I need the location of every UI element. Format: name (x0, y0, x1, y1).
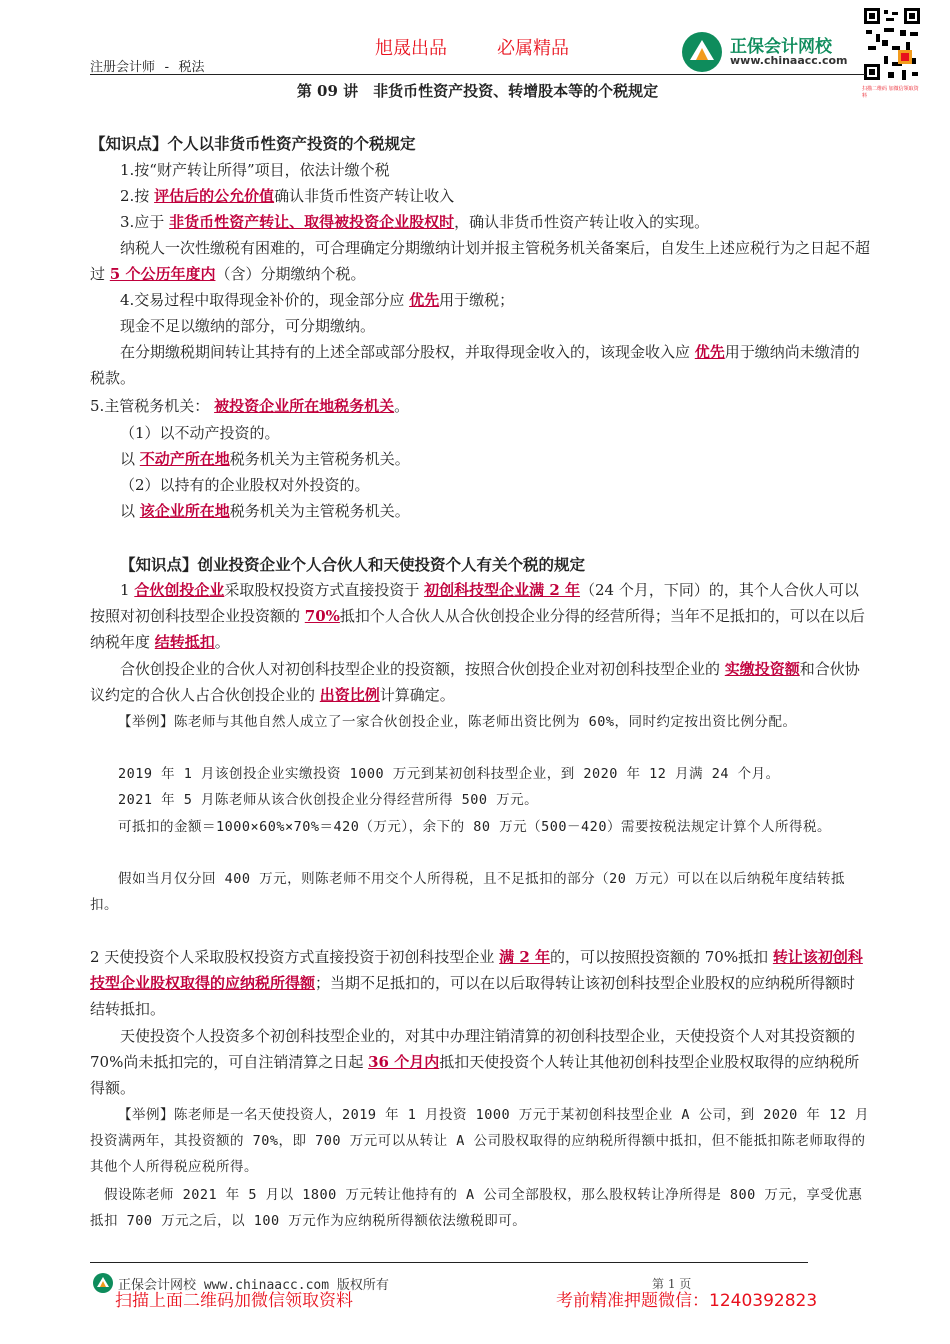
s2-para2 (90, 656, 870, 708)
page-title: 第 09 讲 非货币性资产投资、转增股本等的个税规定 (296, 82, 659, 100)
example1-line2: 2019 年 1 月该创投企业实缴投资 1000 万元到某初创科技型企业，到 2020 年 12 月满 24 个月。 (118, 766, 780, 782)
s1-line12-hl: 该企业所在地 (139, 502, 230, 520)
s2-p4-a: 天使投资个人投资多个初创科技型企业的，对其中办理注销清算的初创科技型企业，天使投资个人对其投资额的 70%尚未抵扣完的，可自注销清算之日起 (90, 1027, 856, 1071)
s1-line4-c: （含）分期缴纳个税。 (215, 265, 366, 283)
s1-line7-hl: 优先 (694, 343, 725, 361)
s2-p1-hl2: 初创科技型企业满 2 年 (424, 581, 580, 599)
s2-p1-g: 抵扣个人合伙人从合伙创投企业分得的经营所得；当年不足抵扣的，可以在以后纳税年度 (90, 607, 865, 651)
s1-line8-c: 。 (394, 397, 410, 415)
s1-line3-c: ，确认非货币性资产转让收入的实现。 (454, 213, 710, 231)
s2-p4-c: 抵扣天使投资个人转让其他初创科技型企业股权取得的应纳税所得额。 (90, 1053, 860, 1097)
s1-line4-hl: 5 个公历年度内 (109, 265, 216, 283)
s1-line9: （1）以不动产投资的。 (120, 424, 280, 442)
s2-p3-a: 2 天使投资个人采取股权投资方式直接投资于初创科技型企业 (90, 948, 500, 966)
s2-p1-c: 采取股权投资方式直接投资于 (224, 581, 425, 599)
s2-p3-c: 的，可以按照投资额的 70%抵扣 (549, 948, 773, 966)
s1-line10-hl: 不动产所在地 (139, 450, 230, 468)
s1-line2-hl: 评估后的公允价值 (154, 187, 275, 205)
s2-p4-hl: 36 个月内 (368, 1053, 440, 1071)
s2-p1-hl3: 70% (304, 607, 340, 625)
s1-line5-hl: 优先 (409, 291, 440, 309)
s2-p2-a: 合伙创投企业的合伙人对初创科技型企业的投资额，按照合伙创投企业对初创科技型企业的 (120, 660, 725, 678)
s1-line7-c: 用于缴纳尚未缴清的税款。 (90, 343, 860, 387)
section2-heading: 【知识点】创业投资企业个人合伙人和天使投资个人有关个税的规定 (120, 555, 586, 574)
section1-heading: 【知识点】个人以非货币性资产投资的个税规定 (90, 134, 416, 153)
s1-line1: 1.按“财产转让所得”项目，依法计缴个税 (120, 161, 390, 179)
s1-line4-a: 纳税人一次性缴税有困难的，可合理确定分期缴纳计划并报主管税务机关备案后，自发生上述应税行为之日起不超过 (90, 239, 871, 283)
s1-line10-c: 税务机关为主管税务机关。 (229, 450, 410, 468)
footer-page-number: 第 1 页 (652, 1277, 692, 1291)
s2-p2-hl2: 出资比例 (319, 686, 380, 704)
s2-p3-hl2: 转让该初创科技型企业股权取得的应纳税所得额 (90, 948, 863, 992)
example2-followup: 假设陈老师 2021 年 5 月以 1800 万元转让他持有的 A 公司全部股权，那么股权转让净所得是 800 万元，享受优惠抵扣 700 万元之后，以 100 万元作为应纳税所得额依法缴税即可。 (90, 1187, 863, 1229)
footer-logo-icon (92, 1272, 114, 1294)
logo (680, 30, 860, 74)
qr-code-icon (862, 6, 922, 82)
s1-line10-a: 以 (120, 450, 140, 468)
s1-line3 (120, 209, 900, 235)
s2-p3-hl1: 满 2 年 (499, 948, 550, 966)
s2-p1-hl1: 合伙创投企业 (134, 581, 225, 599)
s1-line5-a: 4.交易过程中取得现金补价的，现金部分应 (120, 291, 410, 309)
s1-line2-a: 2.按 (120, 187, 155, 205)
s1-line4 (90, 235, 870, 287)
s2-p1-i: 。 (214, 633, 230, 651)
s2-p2-e: 计算确定。 (379, 686, 455, 704)
example1-calc: 可抵扣的金额＝1000×60%×70%＝420（万元），余下的 80 万元（500－420）需要按税法规定计算个人所得税。 (118, 819, 831, 835)
s2-para4 (90, 1023, 870, 1101)
s2-p1-hl4: 结转抵扣 (154, 633, 215, 651)
example1-intro: 【举例】陈老师与其他自然人成立了一家合伙创投企业，陈老师出资比例为 60%，同时约定按出资比例分配。 (118, 714, 797, 730)
footer-promo-right: 考前精准押题微信：1240392823 (556, 1291, 818, 1311)
s2-p2-c: 和合伙协议约定的合伙人占合伙创投企业的 (90, 660, 860, 704)
s1-line3-a: 3.应于 (120, 213, 170, 231)
logo-mark-icon (680, 30, 724, 74)
example2-intro: 【举例】陈老师是一名天使投资人，2019 年 1 月投资 1000 万元于某初创科技型企业 A 公司，到 2020 年 12 月投资满两年，其投资额的 70%，即 700 万元可以从转让 A 公司股权取得的应纳税所得额中抵扣，但不能抵扣陈老师取得的其他个人所得税应税所得。 (90, 1107, 869, 1175)
s1-line7 (90, 339, 870, 391)
s2-p2-hl1: 实缴投资额 (724, 660, 800, 678)
s1-line2-c: 确认非货币性资产转让收入 (274, 187, 455, 205)
s1-line7-a: 在分期缴税期间转让其持有的上述全部或部分股权，并取得现金收入的，该现金收入应 (120, 343, 695, 361)
header-divider (90, 74, 865, 75)
header-slogan-right: 必属精品 (497, 38, 569, 59)
logo-name: 正保会计网校 (730, 37, 832, 57)
s1-line12-a: 以 (120, 502, 140, 520)
s1-line12-c: 税务机关为主管税务机关。 (229, 502, 410, 520)
s1-line10 (120, 446, 900, 472)
s1-line12 (120, 498, 900, 524)
header-slogan-left: 旭晟出品 (375, 38, 447, 59)
course-name: 注册会计师 - 税法 (90, 60, 205, 75)
s1-line8 (90, 393, 870, 419)
s2-p1-e: （24 个月，下同）的，其个人合伙人可以按照对初创科技型企业投资额的 (90, 581, 859, 625)
s2-p1-a: 1 (120, 581, 135, 599)
footer-copyright: 正保会计网校 www.chinaacc.com 版权所有 (118, 1278, 389, 1293)
s1-line8-a: 5.主管税务机关： (90, 397, 215, 415)
example1-line3: 2021 年 5 月陈老师从该合伙创投企业分得经营所得 500 万元。 (118, 792, 539, 808)
footer-promo-left: 扫描上面二维码加微信领取资料 (115, 1291, 353, 1311)
s2-para3 (90, 944, 870, 1022)
s1-line6: 现金不足以缴纳的部分，可分期缴纳。 (120, 317, 376, 335)
qr-code[interactable] (862, 6, 922, 99)
logo-url: www.chinaacc.com (730, 54, 848, 67)
s1-line11: （2）以持有的企业股权对外投资的。 (120, 476, 370, 494)
s1-line8-hl: 被投资企业所在地税务机关 (214, 397, 395, 415)
s1-line5 (120, 287, 900, 313)
qr-note: 扫描二维码 加微信领取资料 (862, 86, 919, 99)
s1-line3-hl: 非货币性资产转让、取得被投资企业股权时 (169, 213, 455, 231)
s1-line2 (120, 183, 900, 209)
s2-p3-e: ；当期不足抵扣的，可以在以后取得转让该初创科技型企业股权的应纳税所得额时结转抵扣。 (90, 974, 856, 1018)
example1-note: 假如当月仅分回 400 万元，则陈老师不用交个人所得税，且不足抵扣的部分（20 万元）可以在以后纳税年度结转抵扣。 (90, 871, 846, 913)
s1-line5-c: 用于缴税； (439, 291, 515, 309)
s2-para1 (90, 577, 870, 655)
footer-divider (90, 1262, 808, 1263)
